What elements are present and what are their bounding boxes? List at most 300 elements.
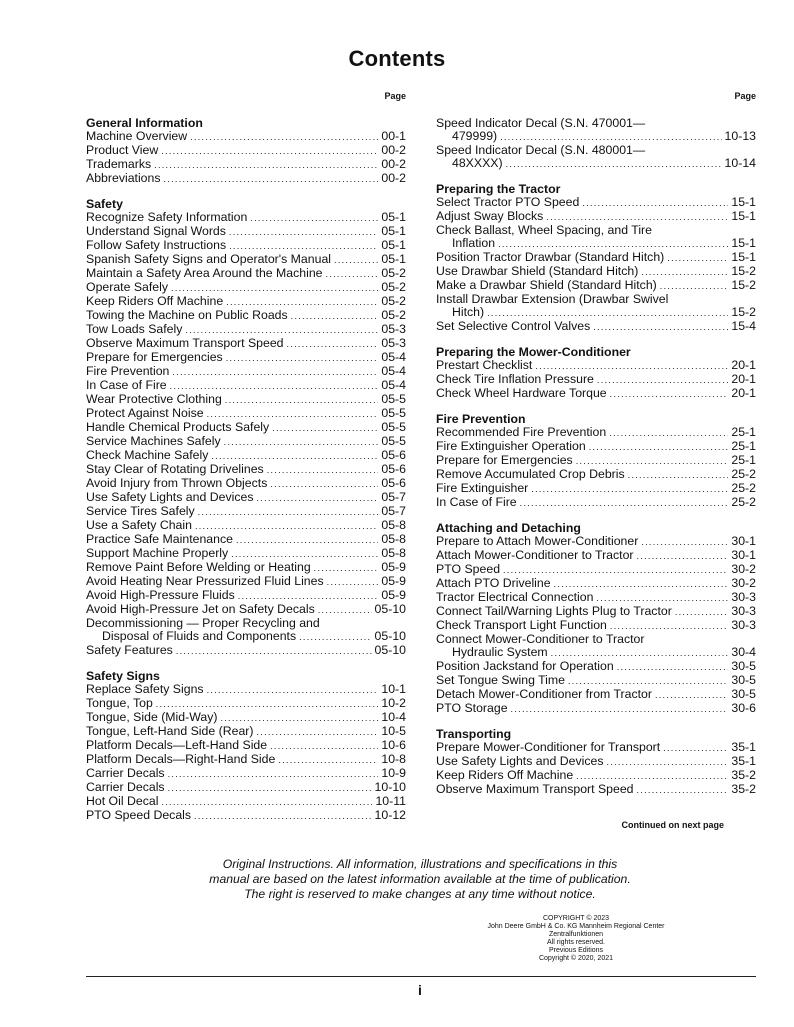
toc-entry[interactable] [436, 320, 756, 334]
toc-entry-title: Check Ballast, Wheel Spacing, and Tire [436, 223, 652, 237]
dot-leader [487, 306, 728, 320]
toc-entry-multiline[interactable] [86, 617, 406, 644]
copyright-line: Zentralfunktionen [548, 931, 604, 938]
toc-entry-page: 20-1 [731, 358, 756, 372]
toc-entry[interactable] [436, 783, 756, 797]
toc-entry[interactable] [436, 387, 756, 401]
toc-entry-title: Safety Features [86, 643, 173, 657]
toc-entry-title: Detach Mower-Conditioner from Tractor [436, 687, 652, 701]
toc-entry-title: Understand Signal Words [86, 224, 226, 238]
dot-leader [198, 505, 379, 519]
toc-entry-title: Platform Decals—Right-Hand Side [86, 752, 276, 766]
toc-right-column [436, 91, 756, 809]
toc-entry[interactable] [86, 158, 406, 172]
toc-entry-title: PTO Speed Decals [86, 808, 192, 822]
toc-section [436, 522, 756, 716]
toc-entry[interactable] [436, 251, 756, 265]
toc-entry[interactable] [86, 172, 406, 186]
dot-leader [551, 646, 729, 660]
toc-entry-title: Keep Riders Off Machine [436, 768, 574, 782]
toc-entry[interactable] [86, 781, 406, 795]
toc-entry-page: 05-6 [381, 476, 406, 490]
toc-entry[interactable] [86, 337, 406, 351]
toc-entry-title: Remove Paint Before Welding or Heating [86, 560, 311, 574]
toc-entry[interactable] [86, 575, 406, 589]
toc-entry-title: Tongue, Left-Hand Side (Rear) [86, 724, 254, 738]
toc-entry[interactable] [86, 463, 406, 477]
toc-entry-title: Check Transport Light Function [436, 618, 607, 632]
toc-entry[interactable] [86, 603, 406, 617]
toc-entry-title: Fire Extinguisher [436, 481, 529, 495]
dot-leader [229, 239, 378, 253]
toc-entry[interactable] [86, 519, 406, 533]
toc-entry-page: 10-6 [381, 738, 406, 752]
toc-entry[interactable] [436, 535, 756, 549]
toc-entry-title: Connect Tail/Warning Lights Plug to Tractor [436, 604, 672, 618]
toc-entry[interactable] [436, 306, 756, 320]
toc-entry[interactable] [86, 253, 406, 267]
toc-entry-page: 05-4 [381, 364, 406, 378]
toc-entry-title: Check Tire Inflation Pressure [436, 372, 594, 386]
dot-leader [610, 619, 728, 633]
toc-entry[interactable] [436, 359, 756, 373]
toc-left-column [86, 91, 406, 835]
dot-leader [270, 739, 378, 753]
toc-entry-page: 10-5 [381, 724, 406, 738]
dot-leader [231, 547, 378, 561]
toc-entry-title: Abbreviations [86, 171, 161, 185]
toc-entry-page: 25-1 [731, 453, 756, 467]
dot-leader [272, 421, 378, 435]
toc-entry-multiline[interactable] [436, 117, 756, 144]
toc-entry[interactable] [86, 379, 406, 393]
toc-entry[interactable] [86, 393, 406, 407]
page-column-header: Page [734, 91, 756, 101]
dot-leader [520, 496, 729, 510]
copyright-line: Previous Editions [548, 947, 604, 954]
toc-entry[interactable] [436, 440, 756, 454]
toc-entry[interactable] [436, 619, 756, 633]
toc-entry[interactable] [86, 767, 406, 781]
toc-entry-page: 10-12 [374, 808, 406, 822]
toc-entry-page: 10-2 [381, 696, 406, 710]
toc-entry[interactable] [86, 421, 406, 435]
toc-section-title: Safety [86, 197, 123, 211]
toc-entry[interactable] [86, 239, 406, 253]
toc-entry-page: 05-2 [381, 294, 406, 308]
dot-leader [256, 491, 378, 505]
toc-entry-page: 10-14 [724, 156, 756, 170]
toc-entry-page: 25-2 [731, 467, 756, 481]
toc-entry-multiline[interactable] [436, 633, 756, 660]
toc-entry-page: 15-4 [731, 319, 756, 333]
toc-entry-page: 15-2 [731, 305, 756, 319]
toc-entry-title: Spanish Safety Signs and Operator's Manual [86, 252, 332, 266]
toc-entry[interactable] [86, 477, 406, 491]
toc-entry[interactable] [86, 697, 406, 711]
toc-entry-title: Tractor Electrical Connection [436, 590, 594, 604]
toc-entry[interactable] [86, 281, 406, 295]
toc-entry[interactable] [86, 739, 406, 753]
toc-section [436, 346, 756, 401]
toc-entry[interactable] [436, 605, 756, 619]
toc-entry[interactable] [436, 563, 756, 577]
toc-entry[interactable] [86, 630, 406, 644]
toc-entry-title: Support Machine Properly [86, 546, 229, 560]
toc-entry-page: 05-9 [381, 588, 406, 602]
toc-entry-title: Make a Drawbar Shield (Standard Hitch) [436, 278, 657, 292]
dot-leader [224, 435, 379, 449]
toc-entry-title: PTO Speed [436, 562, 501, 576]
toc-entry-page: 30-3 [731, 590, 756, 604]
dot-leader [660, 279, 729, 293]
dot-leader [498, 237, 728, 251]
toc-entry-title: Tongue, Top [86, 696, 153, 710]
toc-entry[interactable] [436, 660, 756, 674]
toc-entry-title: Handle Chemical Products Safely [86, 420, 270, 434]
toc-entry-page: 05-3 [381, 336, 406, 350]
toc-entry-page: 05-4 [381, 350, 406, 364]
toc-entry[interactable] [86, 365, 406, 379]
toc-entry-page: 10-11 [375, 794, 406, 808]
copyright-line: COPYRIGHT © 2023 [542, 915, 610, 922]
dot-leader [291, 309, 379, 323]
toc-section [436, 413, 756, 510]
toc-entry-page: 05-1 [381, 252, 406, 266]
toc-entry-page: 05-1 [381, 224, 406, 238]
dot-leader [609, 426, 728, 440]
dot-leader [220, 711, 378, 725]
toc-entry-page: 20-1 [731, 386, 756, 400]
toc-entry[interactable] [436, 130, 756, 144]
toc-entry-page: 30-4 [731, 645, 756, 659]
toc-entry[interactable] [86, 225, 406, 239]
toc-entry-title: Use Safety Lights and Devices [86, 490, 254, 504]
toc-entry-page: 05-2 [381, 280, 406, 294]
toc-entry-title: Prestart Checklist [436, 358, 533, 372]
toc-entry-title: Towing the Machine on Public Roads [86, 308, 288, 322]
dot-leader [161, 144, 378, 158]
toc-entry-page: 05-1 [381, 210, 406, 224]
toc-entry-page: 05-10 [374, 629, 406, 643]
toc-section-title: Fire Prevention [436, 412, 526, 426]
dot-leader [207, 407, 379, 421]
toc-entry[interactable] [436, 196, 756, 210]
toc-entry[interactable] [86, 644, 406, 658]
toc-entry-title: Check Wheel Hardware Torque [436, 386, 607, 400]
toc-entry[interactable] [86, 130, 406, 144]
toc-entry-multiline[interactable] [436, 144, 756, 171]
notice-line: manual are based on the latest information available at the time of publication. [209, 872, 631, 886]
toc-entry[interactable] [436, 279, 756, 293]
toc-entry-title: Tongue, Side (Mid-Way) [86, 710, 218, 724]
toc-entry-page: 15-2 [731, 278, 756, 292]
notice-line: The right is reserved to make changes at any time without notice. [244, 887, 596, 901]
toc-section [86, 198, 406, 658]
toc-entry[interactable] [436, 482, 756, 496]
toc-entry-page: 05-8 [381, 532, 406, 546]
toc-entry[interactable] [86, 561, 406, 575]
toc-entry-title: Tow Loads Safely [86, 322, 183, 336]
toc-section [86, 670, 406, 823]
toc-entry-page: 25-1 [731, 425, 756, 439]
toc-entry-title: Avoid High-Pressure Jet on Safety Decals [86, 602, 315, 616]
toc-section [86, 117, 406, 186]
dot-leader [207, 683, 379, 697]
toc-entry[interactable] [86, 683, 406, 697]
toc-entry-title: Prepare Mower-Conditioner for Transport [436, 740, 661, 754]
toc-entry-page: 15-1 [731, 195, 756, 209]
dot-leader [171, 281, 378, 295]
dot-leader [226, 295, 378, 309]
toc-entry[interactable] [86, 449, 406, 463]
toc-entry-title: Service Machines Safely [86, 434, 221, 448]
toc-entry[interactable] [436, 674, 756, 688]
toc-entry-title: Speed Indicator Decal (S.N. 470001— [436, 116, 646, 130]
toc-entry-page: 30-2 [731, 562, 756, 576]
toc-entry-title: Trademarks [86, 157, 152, 171]
toc-entry-page: 30-5 [731, 659, 756, 673]
toc-entry-title: Use Safety Lights and Devices [436, 754, 604, 768]
dot-leader [170, 379, 379, 393]
toc-entry[interactable] [86, 407, 406, 421]
toc-entry-title: Remove Accumulated Crop Debris [436, 467, 625, 481]
toc-entry[interactable] [86, 309, 406, 323]
toc-entry-title: Maintain a Safety Area Around the Machine [86, 266, 323, 280]
toc-entry-title: Install Drawbar Extension (Drawbar Swivel [436, 292, 669, 306]
toc-entry-page: 05-1 [381, 238, 406, 252]
toc-entry-title: Carrier Decals [86, 766, 165, 780]
toc-entry-title: Machine Overview [86, 129, 188, 143]
toc-entry[interactable] [86, 267, 406, 281]
toc-entry-page: 05-6 [381, 448, 406, 462]
toc-entry-multiline[interactable] [436, 293, 756, 320]
dot-leader [278, 753, 378, 767]
toc-entry-title: Observe Maximum Transport Speed [86, 336, 284, 350]
toc-section-title: Safety Signs [86, 669, 160, 683]
toc-entry[interactable] [436, 496, 756, 510]
toc-entry-page: 05-4 [381, 378, 406, 392]
toc-entry-page: 30-6 [731, 701, 756, 715]
dot-leader [190, 130, 378, 144]
toc-entry-title: Service Tires Safely [86, 504, 195, 518]
dot-leader [641, 265, 728, 279]
toc-entry-page: 00-1 [381, 129, 406, 143]
dot-leader [211, 449, 378, 463]
toc-entry[interactable] [436, 702, 756, 716]
toc-entry[interactable] [86, 351, 406, 365]
toc-entry-page: 00-2 [381, 157, 406, 171]
toc-right-sections [436, 117, 756, 797]
toc-entry-page: 05-8 [381, 546, 406, 560]
toc-entry-title: Attach PTO Driveline [436, 576, 551, 590]
toc-entry-page: 00-2 [381, 143, 406, 157]
dot-leader [168, 781, 372, 795]
toc-entry[interactable] [86, 533, 406, 547]
toc-entry[interactable] [436, 646, 756, 660]
toc-entry[interactable] [86, 711, 406, 725]
dot-leader [194, 809, 372, 823]
toc-entry[interactable] [436, 210, 756, 224]
dot-leader [663, 741, 728, 755]
toc-entry[interactable] [436, 769, 756, 783]
dot-leader [299, 630, 371, 644]
toc-entry[interactable] [86, 795, 406, 809]
toc-entry-title: PTO Storage [436, 701, 508, 715]
page-title: Contents [348, 46, 446, 71]
toc-entry-title: Prepare for Emergencies [86, 350, 223, 364]
dot-leader [267, 463, 379, 477]
dot-leader [597, 373, 728, 387]
dot-leader [156, 697, 379, 711]
toc-entry[interactable] [436, 157, 756, 171]
dot-leader [589, 440, 729, 454]
notice-line: Original Instructions. All information, illustrations and specifications in this [222, 857, 618, 871]
toc-entry-page: 05-6 [381, 462, 406, 476]
dot-leader [546, 210, 728, 224]
dot-leader [500, 130, 721, 144]
footer-divider [86, 976, 756, 977]
dot-leader [593, 320, 728, 334]
toc-entry[interactable] [86, 144, 406, 158]
toc-entry[interactable] [436, 577, 756, 591]
toc-entry[interactable] [436, 426, 756, 440]
toc-entry-title: Hot Oil Decal [86, 794, 159, 808]
toc-entry-page: 30-3 [731, 604, 756, 618]
toc-entry-title: Position Jackstand for Operation [436, 659, 614, 673]
dot-leader [318, 603, 372, 617]
toc-entry-page: 00-2 [381, 171, 406, 185]
toc-entry-title: Platform Decals—Left-Hand Side [86, 738, 268, 752]
toc-entry-page: 05-8 [381, 518, 406, 532]
toc-entry[interactable] [86, 753, 406, 767]
dot-leader [225, 393, 379, 407]
toc-entry-title: 48XXXX) [452, 156, 503, 170]
dot-leader [596, 591, 728, 605]
toc-entry-page: 15-2 [731, 264, 756, 278]
dot-leader [606, 755, 728, 769]
toc-entry-multiline[interactable] [436, 224, 756, 251]
toc-entry-title: Fire Prevention [86, 364, 170, 378]
toc-entry[interactable] [86, 211, 406, 225]
toc-entry-page: 10-13 [724, 129, 756, 143]
toc-entry-page: 30-1 [731, 534, 756, 548]
toc-entry[interactable] [86, 491, 406, 505]
toc-entry-page: 10-4 [381, 710, 406, 724]
dot-leader [270, 477, 378, 491]
dot-leader [610, 387, 729, 401]
toc-entry[interactable] [436, 688, 756, 702]
toc-entry-page: 30-2 [731, 576, 756, 590]
dot-leader [154, 158, 378, 172]
toc-entry[interactable] [436, 549, 756, 563]
page-number: i [418, 982, 422, 998]
toc-entry-page: 05-3 [381, 322, 406, 336]
toc-entry-page: 10-9 [381, 766, 406, 780]
toc-entry-title: Product View [86, 143, 159, 157]
toc-entry-page: 05-5 [381, 406, 406, 420]
dot-leader [628, 468, 729, 482]
toc-section-title: Transporting [436, 727, 512, 741]
toc-entry-page: 05-2 [381, 266, 406, 280]
dot-leader [238, 589, 379, 603]
toc-entry[interactable] [436, 373, 756, 387]
toc-entry[interactable] [86, 295, 406, 309]
toc-entry-page: 30-3 [731, 618, 756, 632]
dot-leader [511, 702, 729, 716]
toc-entry[interactable] [86, 589, 406, 603]
dot-leader [172, 365, 378, 379]
toc-entry-title: Hydraulic System [452, 645, 548, 659]
toc-entry-title: Use a Safety Chain [86, 518, 192, 532]
toc-entry[interactable] [436, 755, 756, 769]
toc-entry-title: Connect Mower-Conditioner to Tractor [436, 632, 645, 646]
toc-entry[interactable] [86, 547, 406, 561]
toc-left-sections [86, 117, 406, 823]
dot-leader [176, 644, 372, 658]
toc-entry[interactable] [436, 237, 756, 251]
toc-entry-title: Avoid Heating Near Pressurized Fluid Lines [86, 574, 324, 588]
toc-entry-title: Protect Against Noise [86, 406, 204, 420]
toc-entry[interactable] [436, 591, 756, 605]
toc-entry-title: Set Tongue Swing Time [436, 673, 565, 687]
dot-leader [617, 660, 729, 674]
dot-leader [326, 267, 379, 281]
toc-entry-title: Observe Maximum Transport Speed [436, 782, 634, 796]
toc-entry-title: In Case of Fire [436, 495, 517, 509]
toc-entry[interactable] [436, 265, 756, 279]
toc-entry-title: Check Machine Safely [86, 448, 209, 462]
toc-entry[interactable] [86, 725, 406, 739]
toc-section [436, 117, 756, 171]
toc-section-title: Attaching and Detaching [436, 521, 581, 535]
toc-entry[interactable] [86, 505, 406, 519]
toc-entry-page: 15-1 [731, 209, 756, 223]
toc-entry-title: Adjust Sway Blocks [436, 209, 544, 223]
copyright-line: John Deere GmbH & Co. KG Mannheim Regional Center [487, 923, 665, 930]
dot-leader [637, 549, 729, 563]
dot-leader [327, 575, 379, 589]
dot-leader [535, 359, 728, 373]
dot-leader [576, 454, 729, 468]
toc-entry-title: Operate Safely [86, 280, 169, 294]
dot-leader [568, 674, 728, 688]
toc-entry[interactable] [436, 468, 756, 482]
toc-entry[interactable] [436, 454, 756, 468]
toc-entry-title: Replace Safety Signs [86, 682, 204, 696]
toc-entry-page: 10-8 [381, 752, 406, 766]
toc-entry-page: 05-7 [381, 504, 406, 518]
toc-entry-page: 05-9 [381, 574, 406, 588]
toc-entry-page: 15-1 [731, 236, 756, 250]
toc-entry-title: Select Tractor PTO Speed [436, 195, 580, 209]
dot-leader [314, 561, 379, 575]
dot-leader [334, 253, 378, 267]
toc-entry[interactable] [86, 809, 406, 823]
toc-entry-page: 05-5 [381, 420, 406, 434]
toc-entry-page: 05-7 [381, 490, 406, 504]
toc-entry-title: Wear Protective Clothing [86, 392, 222, 406]
toc-entry-title: Recommended Fire Prevention [436, 425, 607, 439]
toc-entry-title: Inflation [452, 236, 496, 250]
toc-entry-title: Position Tractor Drawbar (Standard Hitch) [436, 250, 665, 264]
toc-entry[interactable] [436, 741, 756, 755]
toc-entry-page: 05-10 [374, 643, 406, 657]
toc-entry-page: 25-2 [731, 481, 756, 495]
toc-entry-title: Speed Indicator Decal (S.N. 480001— [436, 143, 646, 157]
toc-entry[interactable] [86, 323, 406, 337]
toc-entry[interactable] [86, 435, 406, 449]
